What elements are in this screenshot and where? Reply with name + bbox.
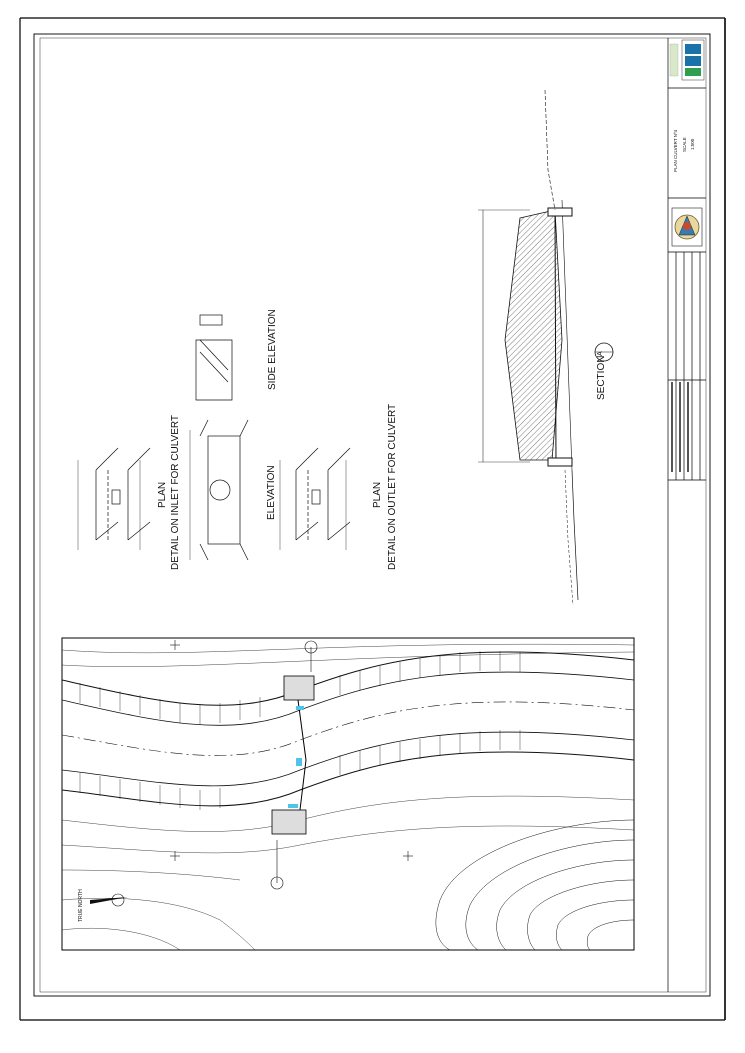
side-elevation-detail bbox=[196, 315, 232, 400]
plan-inlet-title: PLAN bbox=[157, 481, 168, 508]
side-elevation-title: SIDE ELEVATION bbox=[267, 309, 278, 390]
scale-label: SCALE bbox=[682, 137, 687, 152]
section-label: SECTION bbox=[596, 355, 607, 400]
company-logo bbox=[670, 40, 704, 80]
sheet-title: PLAN CULVERT Nº4 bbox=[673, 129, 678, 172]
culvert-details bbox=[78, 315, 350, 560]
elevation-detail bbox=[200, 420, 248, 560]
plan-outlet-subtitle: DETAIL ON OUTLET FOR CULVERT bbox=[387, 403, 398, 570]
title-block-text bbox=[671, 129, 695, 472]
detail-labels bbox=[157, 309, 398, 570]
true-north-label: TRUE NORTH bbox=[78, 889, 84, 922]
plan-inlet-subtitle: DETAIL ON INLET FOR CULVERT bbox=[170, 414, 181, 570]
elevation-title: ELEVATION bbox=[266, 465, 277, 520]
section-marker: A bbox=[597, 351, 604, 356]
title-block bbox=[668, 38, 706, 992]
plan-outlet-detail bbox=[296, 448, 350, 540]
section-a-drawing bbox=[478, 90, 613, 605]
scale-value: 1:500 bbox=[690, 138, 695, 150]
topographic-plan bbox=[62, 638, 634, 950]
plan-outlet-title: PLAN bbox=[372, 481, 383, 508]
emblem-logo bbox=[672, 208, 702, 246]
plan-inlet-detail bbox=[96, 448, 150, 540]
